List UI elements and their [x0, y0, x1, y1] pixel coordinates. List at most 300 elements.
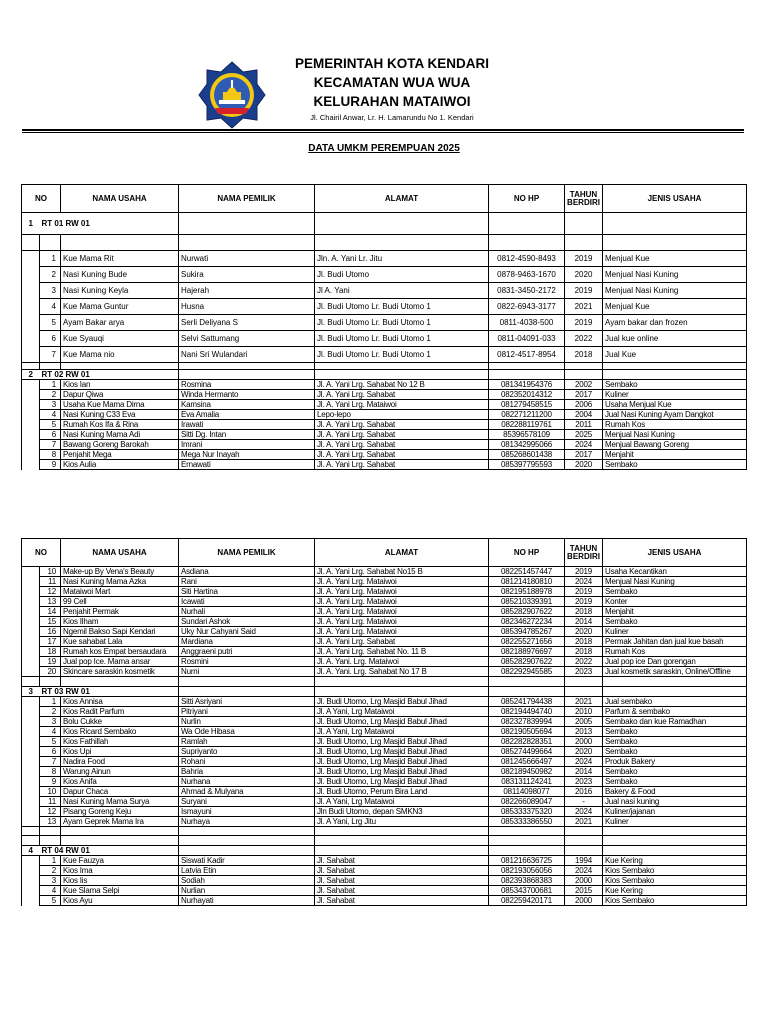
table-row: [22, 817, 747, 827]
group-number: 4: [22, 846, 40, 856]
year-founded: 2004: [565, 410, 603, 420]
owner-name: Latvia Etin: [179, 866, 315, 876]
business-type: Jual nasi kuning: [603, 797, 747, 807]
business-name: Kios Ilham: [61, 617, 179, 627]
phone-number: 0831-3450-2172: [489, 283, 565, 299]
table-row: [22, 607, 747, 617]
col-header-phone: NO HP: [489, 539, 565, 567]
phone-number: 082188976697: [489, 647, 565, 657]
owner-name: Ismayuni: [179, 807, 315, 817]
phone-number: 0812-4590-8493: [489, 251, 565, 267]
business-type: Sembako: [603, 460, 747, 470]
address: Jl. A Yani, Lrg Mataiwoi: [315, 797, 489, 807]
year-founded: 2018: [565, 647, 603, 657]
row-number: 9: [40, 460, 61, 470]
row-number: 7: [40, 347, 61, 363]
business-name: Kue Slama Selpi: [61, 886, 179, 896]
phone-number: 081341954376: [489, 380, 565, 390]
business-type: Sembako: [603, 747, 747, 757]
address: Jl. A. Yani Lrg. Sahabat: [315, 460, 489, 470]
group-number: 2: [22, 370, 40, 380]
year-founded: 2019: [565, 597, 603, 607]
business-type: Menjahit: [603, 450, 747, 460]
header-rule-thin: [22, 132, 744, 133]
address: Jl. A. Yani Lrg. Sahabat: [315, 420, 489, 430]
year-founded: 2000: [565, 737, 603, 747]
business-name: Penjahit Permak: [61, 607, 179, 617]
table-row: [22, 380, 747, 390]
phone-number: 085268601438: [489, 450, 565, 460]
row-number: 5: [40, 315, 61, 331]
phone-number: 08114098077: [489, 787, 565, 797]
business-type: Menjual Kue: [603, 299, 747, 315]
phone-number: 082266089047: [489, 797, 565, 807]
row-number: 10: [40, 567, 61, 577]
owner-name: Sitti Dg. Intan: [179, 430, 315, 440]
business-name: Rumah kos Empat bersaudara: [61, 647, 179, 657]
business-name: Nasi Kuning Keyla: [61, 283, 179, 299]
row-number: 6: [40, 747, 61, 757]
group-header-row: [22, 213, 747, 235]
business-name: Mataiwoi Mart: [61, 587, 179, 597]
owner-name: Supriyanto: [179, 747, 315, 757]
business-type: Kuliner: [603, 627, 747, 637]
owner-name: Mega Nur Inayah: [179, 450, 315, 460]
business-type: Usaha Menjual Kue: [603, 400, 747, 410]
address: Jl. A. Yani Lrg. Sahabat No. 11 B: [315, 647, 489, 657]
table-row: [22, 347, 747, 363]
row-number: 1: [40, 380, 61, 390]
year-founded: 2024: [565, 577, 603, 587]
business-name: Kios Radit Parfum: [61, 707, 179, 717]
row-number: 11: [40, 797, 61, 807]
row-number: 3: [40, 400, 61, 410]
address: Jl. Budi Utomo Lr. Budi Utomo 1: [315, 315, 489, 331]
year-founded: 2024: [565, 440, 603, 450]
address: Jl. A. Yani Lrg. Mataiwoi: [315, 587, 489, 597]
table-row: [22, 299, 747, 315]
owner-name: Pitriyani: [179, 707, 315, 717]
year-founded: 2020: [565, 747, 603, 757]
address: Jl. A Yani, Lrg Jitu: [315, 817, 489, 827]
row-number: 12: [40, 807, 61, 817]
table-row: [22, 807, 747, 817]
phone-number: 082251457447: [489, 567, 565, 577]
phone-number: 085274499664: [489, 747, 565, 757]
phone-number: 085343700681: [489, 886, 565, 896]
phone-number: 085397795593: [489, 460, 565, 470]
address: Jl. A Yani, Lrg Mataiwoi: [315, 727, 489, 737]
col-header-owner: NAMA PEMILIK: [179, 539, 315, 567]
owner-name: Nurhayati: [179, 896, 315, 906]
row-number: 10: [40, 787, 61, 797]
business-type: Jual pop ice Dan gorengan: [603, 657, 747, 667]
business-type: Menjual Nasi Kuning: [603, 267, 747, 283]
table-row: [22, 567, 747, 577]
business-name: Kue sahabat Lala: [61, 637, 179, 647]
business-type: Kue Kering: [603, 856, 747, 866]
year-founded: 2018: [565, 607, 603, 617]
owner-name: Suryani: [179, 797, 315, 807]
row-number: 7: [40, 757, 61, 767]
year-founded: 1994: [565, 856, 603, 866]
header-line-2: KECAMATAN WUA WUA: [313, 75, 471, 90]
owner-name: Nurhana: [179, 777, 315, 787]
phone-number: 0878-9463-1670: [489, 267, 565, 283]
owner-name: Nani Sri Wulandari: [179, 347, 315, 363]
owner-name: Sodiah: [179, 876, 315, 886]
business-type: Menjual Nasi Kuning: [603, 430, 747, 440]
phone-number: 85396578109: [489, 430, 565, 440]
business-type: Ayam bakar dan frozen: [603, 315, 747, 331]
phone-number: 0811-04091-033: [489, 331, 565, 347]
business-type: Bakery & Food: [603, 787, 747, 797]
owner-name: Sukira: [179, 267, 315, 283]
table-row: [22, 667, 747, 677]
year-founded: 2020: [565, 627, 603, 637]
address: Jl. A. Yani Lrg. Sahabat: [315, 450, 489, 460]
phone-number: 082195188978: [489, 587, 565, 597]
table-row: [22, 717, 747, 727]
address: Jl. Budi Utomo Lr. Budi Utomo 1: [315, 299, 489, 315]
row-number: 3: [40, 717, 61, 727]
col-header-owner: NAMA PEMILIK: [179, 185, 315, 213]
address: Jl. Sahabat: [315, 866, 489, 876]
group-label: RT 02 RW 01: [40, 370, 179, 380]
business-type: Menjual Bawang Goreng: [603, 440, 747, 450]
address: Jl. A. Yani Lrg. Sahabat: [315, 390, 489, 400]
business-type: Sembako: [603, 737, 747, 747]
group-label: RT 01 RW 01: [40, 213, 179, 235]
business-type: Sembako: [603, 727, 747, 737]
table-row: [22, 617, 747, 627]
table-row: [22, 267, 747, 283]
address: Jl. A. Yani Lrg. Sahabat: [315, 440, 489, 450]
year-founded: 2019: [565, 567, 603, 577]
row-number: 15: [40, 617, 61, 627]
owner-name: Serli Deliyana S: [179, 315, 315, 331]
business-name: Nasi Kuning Mama Surya: [61, 797, 179, 807]
owner-name: Rosmina: [179, 380, 315, 390]
owner-name: Nurhaya: [179, 817, 315, 827]
owner-name: Winda Hermanto: [179, 390, 315, 400]
business-type: Rumah Kos: [603, 647, 747, 657]
owner-name: Irawati: [179, 420, 315, 430]
row-number: 8: [40, 450, 61, 460]
address: Jl. A Yani, Lrg Mataiwoi: [315, 707, 489, 717]
document-title: DATA UMKM PEREMPUAN 2025: [308, 143, 460, 154]
business-name: Rumah Kos Ifa & Rina: [61, 420, 179, 430]
owner-name: Anggraeni putri: [179, 647, 315, 657]
table-row: [22, 400, 747, 410]
business-type: Sembako: [603, 617, 747, 627]
row-number: 4: [40, 727, 61, 737]
business-type: Jual Kue: [603, 347, 747, 363]
phone-number: 0812-4517-8954: [489, 347, 565, 363]
spacer-row: [22, 827, 747, 836]
table-row: [22, 777, 747, 787]
table-row: [22, 727, 747, 737]
owner-name: Selvi Sattumang: [179, 331, 315, 347]
business-name: Skincare saraskin kosmetik: [61, 667, 179, 677]
phone-number: 085333375320: [489, 807, 565, 817]
phone-number: 082346272234: [489, 617, 565, 627]
phone-number: 085282907622: [489, 607, 565, 617]
phone-number: 082282828351: [489, 737, 565, 747]
business-type: Kue Kering: [603, 886, 747, 896]
business-type: Kios Sembako: [603, 866, 747, 876]
row-number: 14: [40, 607, 61, 617]
group-header-row: [22, 370, 747, 380]
row-number: 2: [40, 866, 61, 876]
business-name: Kue Mama nio: [61, 347, 179, 363]
phone-number: 082288119761: [489, 420, 565, 430]
owner-name: Husna: [179, 299, 315, 315]
year-founded: 2023: [565, 777, 603, 787]
phone-number: 082194494740: [489, 707, 565, 717]
row-number: 9: [40, 777, 61, 787]
address: Jl. A. Yani Lrg. Mataiwoi: [315, 400, 489, 410]
phone-number: 085210339391: [489, 597, 565, 607]
table-row: [22, 597, 747, 607]
business-type: Menjual Kue: [603, 251, 747, 267]
phone-number: 083131124241: [489, 777, 565, 787]
business-type: Jual sembako: [603, 697, 747, 707]
table-row: [22, 797, 747, 807]
year-founded: 2024: [565, 757, 603, 767]
header-address: Jl. Chairil Anwar, Lr. H. Lamarundu No 1. Kendari: [310, 113, 474, 122]
row-number: 17: [40, 637, 61, 647]
owner-name: Rani: [179, 577, 315, 587]
table-row: [22, 390, 747, 400]
table-row: [22, 577, 747, 587]
year-founded: 2020: [565, 460, 603, 470]
owner-name: Wa Ode Hibasa: [179, 727, 315, 737]
business-name: Nasi Kuning Mama Azka: [61, 577, 179, 587]
business-type: Kios Sembako: [603, 876, 747, 886]
table-row: [22, 757, 747, 767]
row-number: 8: [40, 767, 61, 777]
row-number: 19: [40, 657, 61, 667]
business-type: Kios Sembako: [603, 896, 747, 906]
table-row: [22, 450, 747, 460]
business-name: Nadira Food: [61, 757, 179, 767]
business-name: Bawang Goreng Barokah: [61, 440, 179, 450]
year-founded: 2022: [565, 657, 603, 667]
business-name: Make-up By Vena's Beauty: [61, 567, 179, 577]
year-founded: 2019: [565, 587, 603, 597]
year-founded: -: [565, 797, 603, 807]
address: Jl. Budi Utomo, Lrg Masjid Babul Jihad: [315, 697, 489, 707]
address: Jl. Budi Utomo, Lrg Masjid Babul Jihad: [315, 747, 489, 757]
col-header-no: NO: [22, 539, 61, 567]
owner-name: Ernawati: [179, 460, 315, 470]
phone-number: 081342995066: [489, 440, 565, 450]
table-row: [22, 876, 747, 886]
business-type: Kuliner: [603, 390, 747, 400]
business-type: Menjual Nasi Kuning: [603, 283, 747, 299]
row-number: 2: [40, 707, 61, 717]
business-name: Kios Ian: [61, 380, 179, 390]
owner-name: Ahmad & Mulyana: [179, 787, 315, 797]
year-founded: 2017: [565, 450, 603, 460]
table-row: [22, 251, 747, 267]
header-line-1: PEMERINTAH KOTA KENDARI: [295, 56, 489, 71]
group-header-row: [22, 846, 747, 856]
year-founded: 2005: [565, 717, 603, 727]
address: Jl. Budi Utomo, Lrg Masjid Babul Jihad: [315, 757, 489, 767]
address: Jl. Budi Utomo Lr. Budi Utomo 1: [315, 347, 489, 363]
owner-name: Nurhali: [179, 607, 315, 617]
business-name: Dapur Chaca: [61, 787, 179, 797]
business-name: Kios Fathillah: [61, 737, 179, 747]
business-name: Kios Upi: [61, 747, 179, 757]
phone-number: 082352014312: [489, 390, 565, 400]
owner-name: Rosmini: [179, 657, 315, 667]
address: Jl. A. Yani. Lrg. Sahabat No 17 B: [315, 667, 489, 677]
address: Lepo-lepo: [315, 410, 489, 420]
phone-number: 082259420171: [489, 896, 565, 906]
business-name: Ngemil Bakso Sapi Kendari: [61, 627, 179, 637]
col-header-address: ALAMAT: [315, 185, 489, 213]
business-type: Sembako: [603, 587, 747, 597]
address: Jl. Sahabat: [315, 896, 489, 906]
year-founded: 2011: [565, 420, 603, 430]
address: Jl. Budi Utomo, Lrg Masjid Babul Jihad: [315, 767, 489, 777]
year-founded: 2019: [565, 251, 603, 267]
table-row: [22, 697, 747, 707]
row-number: 7: [40, 440, 61, 450]
business-type: Jual kosmetik saraskin, Online/Offline: [603, 667, 747, 677]
owner-name: Nurwati: [179, 251, 315, 267]
business-name: Usaha Kue Mama Dirna: [61, 400, 179, 410]
year-founded: 2014: [565, 767, 603, 777]
business-name: Bolu Cukke: [61, 717, 179, 727]
table-row: [22, 657, 747, 667]
row-number: 4: [40, 299, 61, 315]
table-row: [22, 866, 747, 876]
owner-name: Nurlian: [179, 886, 315, 896]
owner-name: Asdiana: [179, 567, 315, 577]
table-row: [22, 647, 747, 657]
owner-name: Nurni: [179, 667, 315, 677]
table-row: [22, 430, 747, 440]
umkm-table-1: [21, 184, 747, 470]
phone-number: 085241794438: [489, 697, 565, 707]
year-founded: 2013: [565, 727, 603, 737]
address: Jln Budi Utomo, depan SMKN3: [315, 807, 489, 817]
business-type: Produk Bakery: [603, 757, 747, 767]
phone-number: 082190505694: [489, 727, 565, 737]
row-number: 12: [40, 587, 61, 597]
owner-name: Mardiana: [179, 637, 315, 647]
table-row: [22, 460, 747, 470]
phone-number: 085333386550: [489, 817, 565, 827]
owner-name: Nurlin: [179, 717, 315, 727]
address: Jl. Sahabat: [315, 886, 489, 896]
owner-name: Sundari Ashok: [179, 617, 315, 627]
address: Jl. A. Yani Lrg. Sahabat: [315, 637, 489, 647]
phone-number: 0811-4038-500: [489, 315, 565, 331]
business-name: Nasi Kuning Mama Adi: [61, 430, 179, 440]
group-label: RT 04 RW 01: [40, 846, 179, 856]
address: Jl. A. Yani Lrg. Mataiwoi: [315, 607, 489, 617]
phone-number: 085282907622: [489, 657, 565, 667]
table-row: [22, 747, 747, 757]
business-name: Nasi Kuning C33 Eva: [61, 410, 179, 420]
business-type: Sembako: [603, 777, 747, 787]
year-founded: 2024: [565, 807, 603, 817]
year-founded: 2015: [565, 886, 603, 896]
address: Jln. A. Yani Lr. Jitu: [315, 251, 489, 267]
table-row: [22, 627, 747, 637]
table-row: [22, 410, 747, 420]
address: Jl. Budi Utomo, Lrg Masjid Babul Jihad: [315, 737, 489, 747]
row-number: 6: [40, 430, 61, 440]
group-header-row: [22, 687, 747, 697]
col-header-year: TAHUN BERDIRI: [565, 185, 603, 213]
business-type: Sembako: [603, 380, 747, 390]
business-type: Jual Nasi Kuning Ayam Dangkot: [603, 410, 747, 420]
owner-name: Kamsina: [179, 400, 315, 410]
letterhead: [0, 0, 768, 154]
phone-number: 085394785267: [489, 627, 565, 637]
row-number: 4: [40, 410, 61, 420]
address: Jl. A. Yani Lrg. Sahabat No15 B: [315, 567, 489, 577]
year-founded: 2022: [565, 331, 603, 347]
business-type: Sembako dan kue Ramadhan: [603, 717, 747, 727]
col-header-phone: NO HP: [489, 185, 565, 213]
business-type: Kuliner/jajanan: [603, 807, 747, 817]
year-founded: 2016: [565, 787, 603, 797]
business-name: Kios Ayu: [61, 896, 179, 906]
business-name: Pisang Goreng Keju: [61, 807, 179, 817]
phone-number: 082393868383: [489, 876, 565, 886]
address: Jl. Budi Utomo: [315, 267, 489, 283]
row-number: 5: [40, 420, 61, 430]
table-row: [22, 737, 747, 747]
year-founded: 2017: [565, 390, 603, 400]
address: Jl. A. Yani. Lrg. Mataiwoi: [315, 657, 489, 667]
owner-name: Imrani: [179, 440, 315, 450]
year-founded: 2000: [565, 896, 603, 906]
header-line-3: KELURAHAN MATAIWOI: [313, 94, 471, 109]
owner-name: Uky Nur Cahyani Said: [179, 627, 315, 637]
group-number: 1: [22, 213, 40, 235]
row-number: 1: [40, 856, 61, 866]
table-row: [22, 637, 747, 647]
address: Jl. Sahabat: [315, 856, 489, 866]
year-founded: 2020: [565, 267, 603, 283]
address: Jl. A. Yani Lrg. Mataiwoi: [315, 577, 489, 587]
business-name: Kue Syauqi: [61, 331, 179, 347]
address: Jl. A. Yani Lrg. Mataiwoi: [315, 597, 489, 607]
phone-number: 081279458515: [489, 400, 565, 410]
business-type: Menjahit: [603, 607, 747, 617]
row-number: 1: [40, 697, 61, 707]
year-founded: 2000: [565, 876, 603, 886]
business-name: Warung Ainun: [61, 767, 179, 777]
year-founded: 2023: [565, 667, 603, 677]
spacer-row: [22, 235, 747, 251]
group-number: 3: [22, 687, 40, 697]
business-name: Kios Iis: [61, 876, 179, 886]
col-header-address: ALAMAT: [315, 539, 489, 567]
phone-number: 081216636725: [489, 856, 565, 866]
col-header-year: TAHUN BERDIRI: [565, 539, 603, 567]
year-founded: 2006: [565, 400, 603, 410]
address: Jl. Budi Utomo, Lrg Masjid Babul Jihad: [315, 777, 489, 787]
